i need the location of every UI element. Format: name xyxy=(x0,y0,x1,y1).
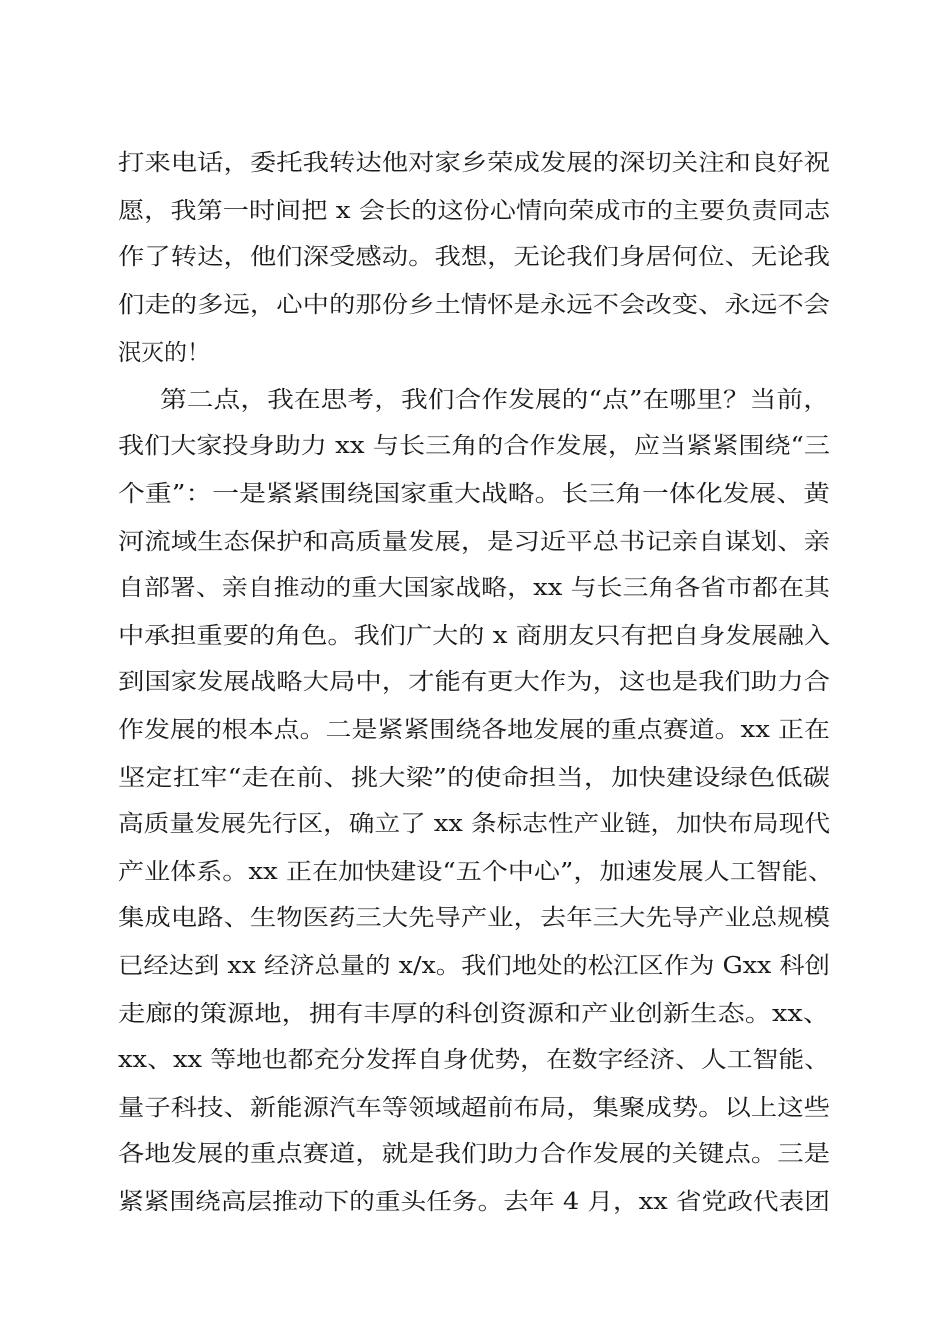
text-line xyxy=(0,566,950,610)
text-line-content: 河流域生态保护和高质量发展，是习近平总书记亲自谋划、亲 xyxy=(118,529,831,555)
text-line xyxy=(0,802,950,846)
text-line xyxy=(0,614,950,658)
text-line xyxy=(0,992,950,1036)
text-line xyxy=(0,660,950,704)
text-line-content: 作了转达，他们深受感动。我想，无论我们身居何位、无论我 xyxy=(118,244,831,270)
text-line-content: 量子科技、新能源汽车等领域超前布局，集聚成势。以上这些 xyxy=(118,1095,831,1121)
text-line xyxy=(0,424,950,468)
text-line-content: 个重”：一是紧紧围绕国家重大战略。长三角一体化发展、黄 xyxy=(118,481,830,507)
text-line xyxy=(0,896,950,940)
text-line-content: 我们大家投身助力 xx 与长三角的合作发展，应当紧紧围绕“三 xyxy=(118,433,830,459)
text-line-content: 打来电话，委托我转达他对家乡荣成发展的深切关注和良好祝 xyxy=(118,150,831,176)
text-line xyxy=(0,944,950,988)
text-line-content: 集成电路、生物医药三大先导产业，去年三大先导产业总规模 xyxy=(118,905,831,931)
text-line-content: 作发展的根本点。二是紧紧围绕各地发展的重点赛道。xx 正在 xyxy=(118,717,830,743)
text-line-content: 已经达到 xx 经济总量的 x/x。我们地处的松江区作为 Gxx 科创 xyxy=(118,953,830,979)
text-line xyxy=(0,1038,950,1082)
text-line-content: 泯灭的！ xyxy=(118,340,210,366)
text-line-content: 产业体系。xx 正在加快建设“五个中心”，加速发展人工智能、 xyxy=(118,859,834,885)
text-line-content: 自部署、亲自推动的重大国家战略，xx 与长三角各省市都在其 xyxy=(118,575,830,601)
text-line xyxy=(0,1086,950,1130)
text-line-content: 第二点，我在思考，我们合作发展的“点”在哪里？当前， xyxy=(160,387,830,413)
text-line-content: 愿，我第一时间把 x 会长的这份心情向荣成市的主要负责同志 xyxy=(118,198,830,224)
text-line xyxy=(0,378,950,422)
text-line xyxy=(0,141,950,185)
text-line xyxy=(0,850,950,894)
text-line-content: 紧紧围绕高层推动下的重头任务。去年 4 月，xx 省党政代表团 xyxy=(118,1189,830,1215)
text-line-content: 各地发展的重点赛道，就是我们助力合作发展的关键点。三是 xyxy=(118,1141,831,1167)
text-line-content: 到国家发展战略大局中，才能有更大作为，这也是我们助力合 xyxy=(118,669,831,695)
text-line-content: 走廊的策源地，拥有丰厚的科创资源和产业创新生态。xx、 xyxy=(118,1001,830,1027)
text-line-content: 们走的多远，心中的那份乡土情怀是永远不会改变、永远不会 xyxy=(118,292,831,318)
text-line xyxy=(0,472,950,516)
text-line-content: xx、xx 等地也都充分发挥自身优势，在数字经济、人工智能、 xyxy=(118,1047,830,1073)
text-line xyxy=(0,1132,950,1176)
text-line xyxy=(0,520,950,564)
text-line xyxy=(0,756,950,800)
text-line-content: 坚定扛牢“走在前、挑大梁”的使命担当，加快建设绿色低碳 xyxy=(118,765,830,791)
text-line xyxy=(0,708,950,752)
text-line xyxy=(0,189,950,233)
text-line xyxy=(0,331,950,375)
text-line xyxy=(0,1180,950,1224)
text-line-content: 中承担重要的角色。我们广大的 x 商朋友只有把自身发展融入 xyxy=(118,623,830,649)
text-line-content: 高质量发展先行区，确立了 xx 条标志性产业链，加快布局现代 xyxy=(118,811,830,837)
text-line xyxy=(0,235,950,279)
text-line xyxy=(0,283,950,327)
